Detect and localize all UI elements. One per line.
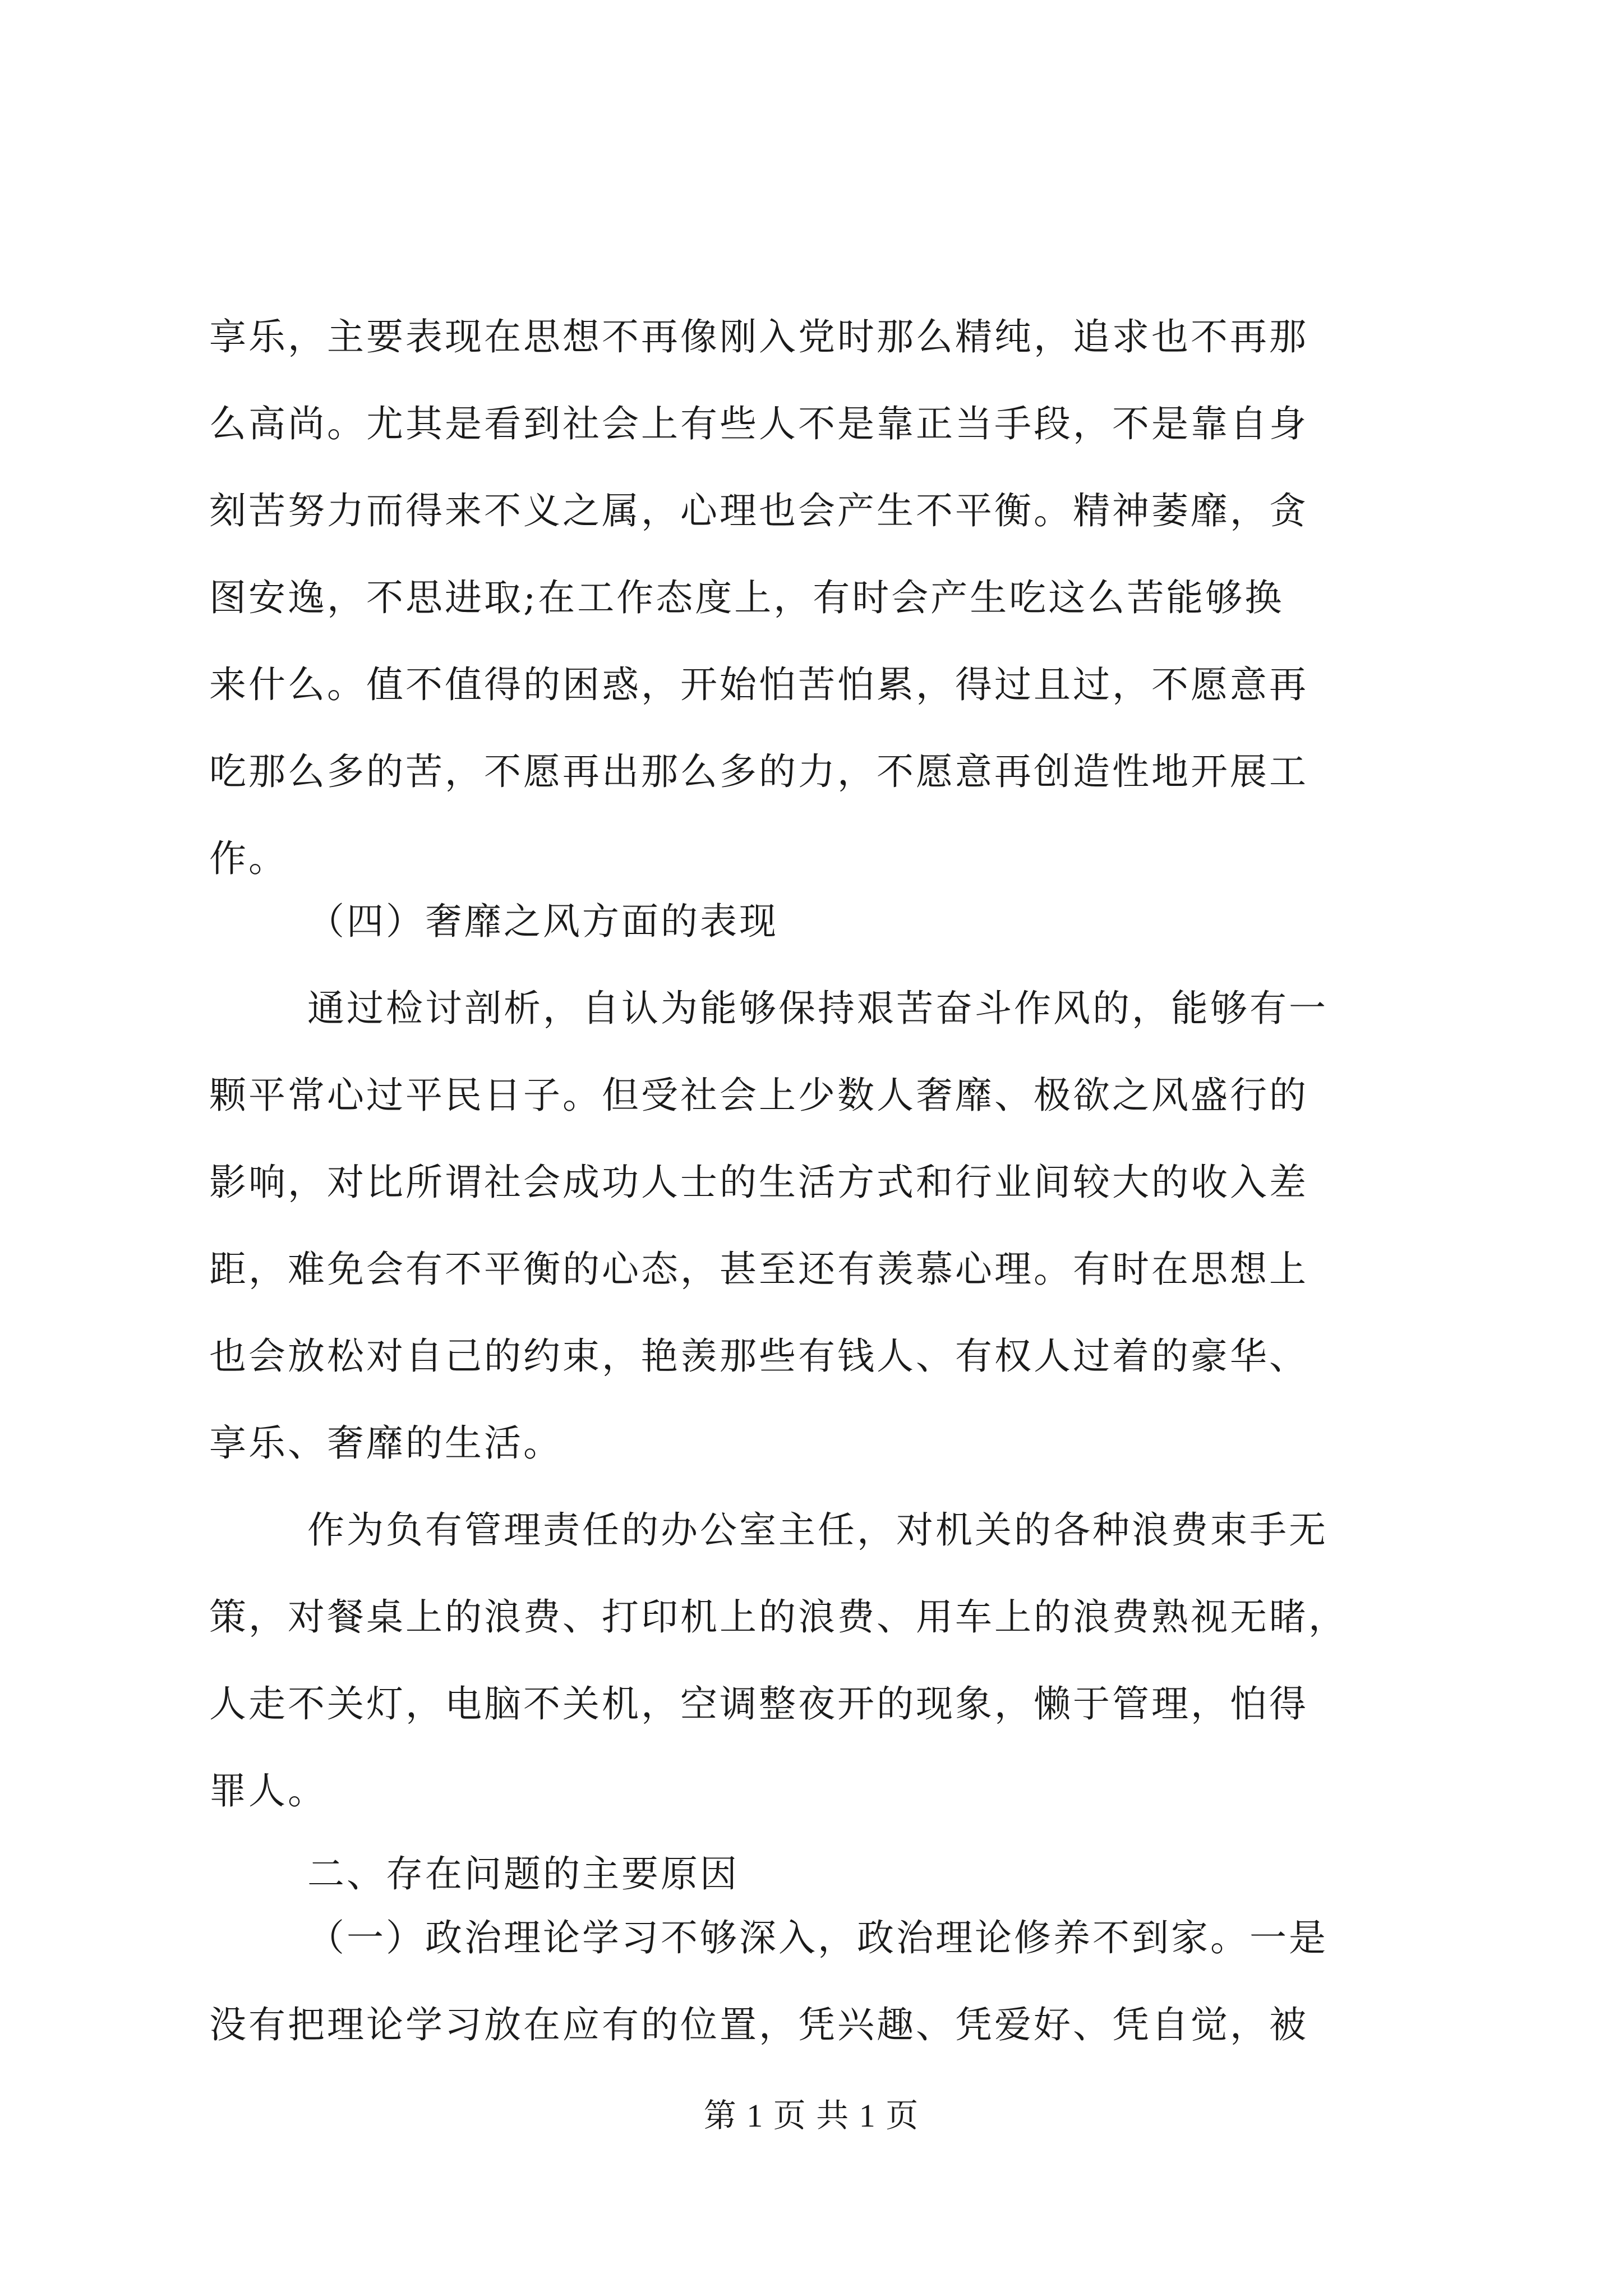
text-line: 享乐、奢靡的生活。 bbox=[209, 1421, 562, 1465]
text-line: 作为负有管理责任的办公室主任，对机关的各种浪费束手无 bbox=[307, 1508, 1328, 1552]
text-line: 图安逸，不思进取;在工作态度上，有时会产生吃这么苦能够换 bbox=[209, 576, 1284, 619]
section-heading: 二、存在问题的主要原因 bbox=[307, 1852, 739, 1895]
text-line: 人走不关灯，电脑不关机，空调整夜开的现象，懒于管理，怕得 bbox=[209, 1682, 1308, 1726]
text-line: 么高尚。尤其是看到社会上有些人不是靠正当手段，不是靠自身 bbox=[209, 402, 1308, 445]
text-line: 吃那么多的苦，不愿再出那么多的力，不愿意再创造性地开展工 bbox=[209, 750, 1308, 793]
text-line: 没有把理论学习放在应有的位置，凭兴趣、凭爱好、凭自觉，被 bbox=[209, 2003, 1308, 2046]
text-line: 作。 bbox=[209, 837, 288, 880]
text-line: 享乐，主要表现在思想不再像刚入党时那么精纯，追求也不再那 bbox=[209, 315, 1308, 358]
text-line: 距，难免会有不平衡的心态，甚至还有羡慕心理。有时在思想上 bbox=[209, 1248, 1308, 1291]
section-heading: （四）奢靡之风方面的表现 bbox=[307, 900, 778, 943]
page-number-footer: 第 1 页 共 1 页 bbox=[703, 2097, 920, 2134]
text-line: 通过检讨剖析，自认为能够保持艰苦奋斗作风的，能够有一 bbox=[307, 987, 1328, 1030]
text-line: 影响，对比所谓社会成功人士的生活方式和行业间较大的收入差 bbox=[209, 1161, 1308, 1204]
text-line: 颗平常心过平民日子。但受社会上少数人奢靡、极欲之风盛行的 bbox=[209, 1074, 1308, 1117]
text-line: 刻苦努力而得来不义之属，心理也会产生不平衡。精神萎靡，贪 bbox=[209, 489, 1308, 532]
text-line: （一）政治理论学习不够深入，政治理论修养不到家。一是 bbox=[307, 1916, 1328, 1959]
text-line: 也会放松对自己的约束，艳羡那些有钱人、有权人过着的豪华、 bbox=[209, 1335, 1308, 1378]
text-line: 罪人。 bbox=[209, 1769, 327, 1812]
text-line: 来什么。值不值得的困惑，开始怕苦怕累，得过且过，不愿意再 bbox=[209, 663, 1308, 706]
text-line: 策，对餐桌上的浪费、打印机上的浪费、用车上的浪费熟视无睹， bbox=[209, 1595, 1348, 1639]
